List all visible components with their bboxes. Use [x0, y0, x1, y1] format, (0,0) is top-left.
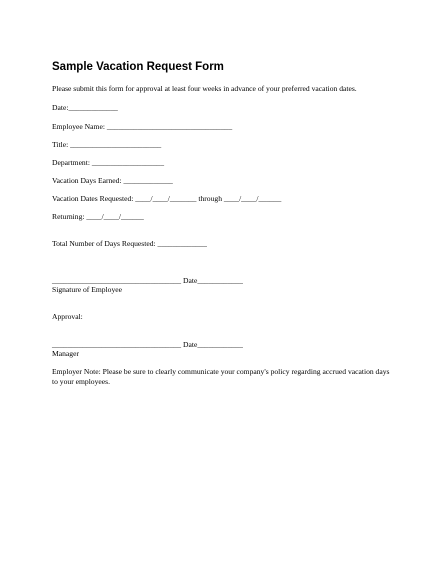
returning-field-line: Returning: ____/____/______ — [52, 212, 144, 221]
manager-signature-line: __________________________________ Date____________ — [52, 340, 243, 349]
manager-label: Manager — [52, 349, 79, 358]
employee-signature-label: Signature of Employee — [52, 285, 123, 294]
intro-text: Please submit this form for approval at least four weeks in advance of your preferred vacation dates. — [52, 84, 357, 93]
vacation-dates-field-line: Vacation Dates Requested: ____/____/_______ through ____/____/______ — [52, 194, 282, 203]
department-field-line: Department: ___________________ — [52, 158, 164, 167]
total-days-field-line: Total Number of Days Requested: _____________ — [52, 239, 207, 248]
employee-signature-line: __________________________________ Date____________ — [52, 276, 243, 285]
form-title: Sample Vacation Request Form — [52, 61, 224, 73]
approval-label: Approval: — [52, 312, 83, 321]
date-field-line: Date:_____________ — [52, 103, 118, 112]
employee-name-field-line: Employee Name: _________________________________ — [52, 122, 233, 131]
vacation-days-earned-field-line: Vacation Days Earned: _____________ — [52, 176, 173, 185]
employer-note: Employer Note: Please be sure to clearly communicate your company's policy regarding accrued vacation days to your employees. — [52, 367, 390, 386]
title-field-line: Title: ________________________ — [52, 140, 162, 149]
